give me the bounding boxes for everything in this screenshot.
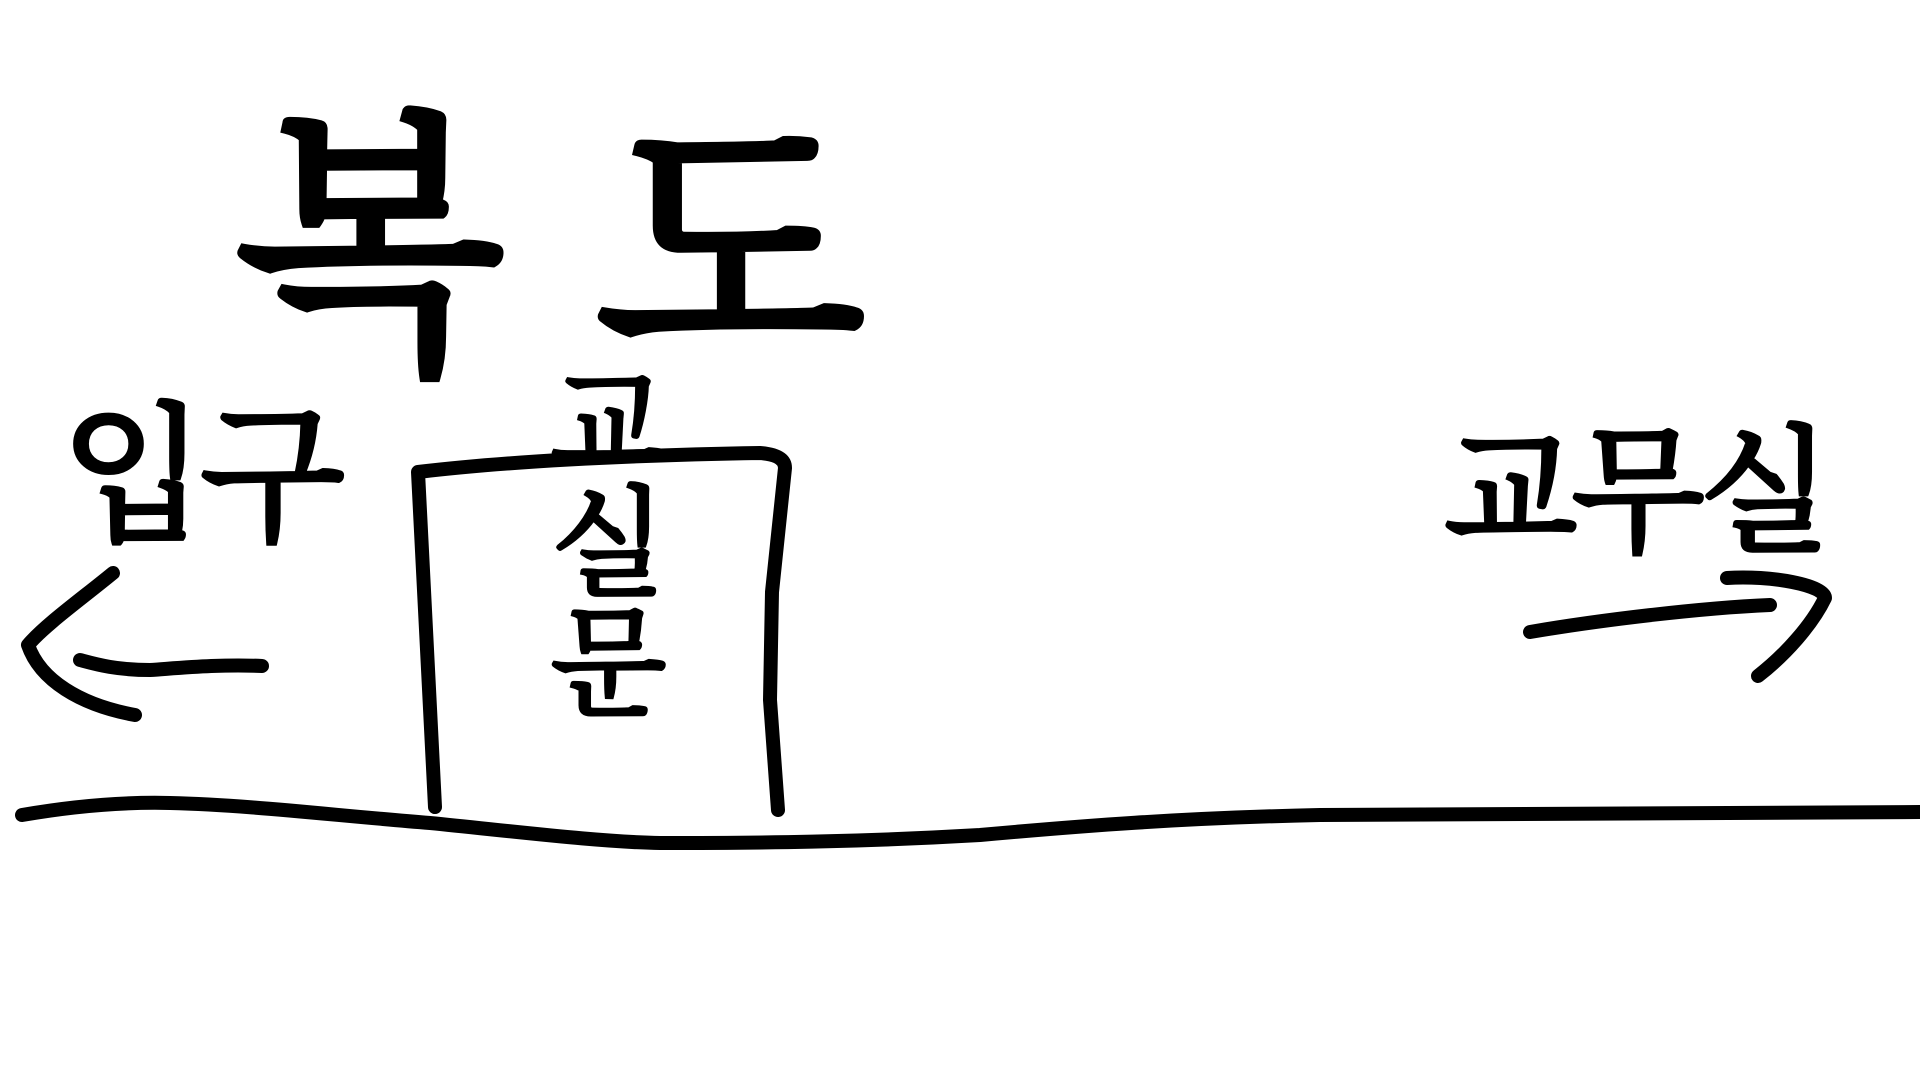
classroom-door-label: 교실문 — [528, 360, 668, 720]
floor-line — [22, 803, 1920, 843]
right-arrow-icon — [1530, 577, 1825, 676]
entrance-label: 입구 — [61, 390, 339, 564]
hallway-title: 복도 — [234, 86, 956, 412]
staff-room-label: 교무실 — [1444, 412, 1826, 573]
left-arrow-icon — [28, 573, 262, 715]
